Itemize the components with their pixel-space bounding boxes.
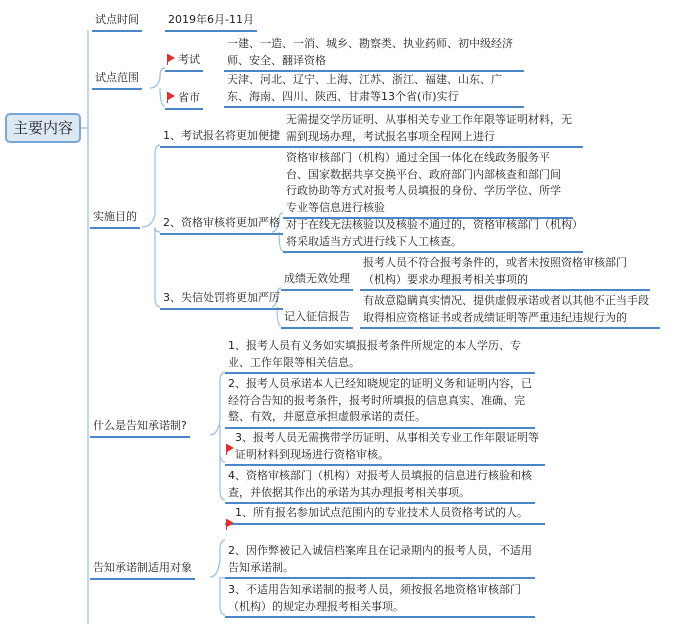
node-province[interactable]: [165, 88, 203, 110]
node-what-item-3-text: 3、报考人员无需携带学历证明、从事相关专业工作年限证明等证明材料到现场进行资格审核。: [235, 431, 539, 461]
node-what-item-4[interactable]: 4、资格审核部门（机构）对报考人员填报的信息进行核验和核查，并依据其作出的承诺为其办理报考相关事项。: [225, 466, 535, 504]
flag-icon: [227, 444, 234, 452]
node-purpose[interactable]: 实施目的: [90, 207, 140, 229]
node-applicable[interactable]: 告知承诺制适用对象: [90, 558, 195, 580]
root-node[interactable]: 主要内容: [5, 113, 81, 143]
node-credit-report-detail[interactable]: 有故意隐瞒真实情况、提供虚假承诺或者以其他不正当手段取得相应资格证书或者成绩证明等严重违纪违规行为的: [360, 291, 660, 329]
node-exam[interactable]: [165, 50, 203, 72]
node-what-is[interactable]: 什么是告知承诺制?: [90, 416, 190, 438]
node-trial-scope[interactable]: 试点范围: [92, 68, 142, 90]
node-purpose-1-detail[interactable]: 无需提交学历证明、从事相关专业工作年限等证明材料，无需到现场办理，考试报名事项全程网上进行: [283, 110, 583, 148]
node-applicable-3[interactable]: 3、不适用告知承诺制的报考人员，须按报名地资格审核部门（机构）的规定办理报考相关事项。: [225, 580, 535, 618]
node-purpose-2[interactable]: 2、资格审核将更加严格: [160, 213, 283, 235]
node-purpose-3[interactable]: 3、失信处罚将更加严厉: [160, 288, 283, 310]
node-province-label: 省市: [178, 91, 200, 104]
node-credit-report[interactable]: 记入征信报告: [281, 307, 353, 329]
flag-icon: [168, 92, 175, 100]
node-exam-list[interactable]: 一建、一造、一消、城乡、勘察类、执业药师、初中级经济师、安全、翻译资格: [224, 34, 524, 72]
node-purpose-2-detail-a[interactable]: 资格审核部门（机构）通过全国一体化在线政务服务平台、国家数据共享交换平台、政府部门内部核查和部门间行政协助等方式对报考人员填报的身份、学历学位、所学专业等信息进行核验: [283, 148, 573, 219]
node-applicable-1[interactable]: [225, 503, 545, 525]
node-what-item-2[interactable]: 2、报考人员承诺本人已经知晓规定的证明义务和证明内容，已经符合告知的报考条件，报考时所填报的信息真实、准确、完整、有效，并愿意承担虚假承诺的责任。: [225, 374, 535, 429]
node-purpose-1[interactable]: 1、考试报名将更加便捷: [160, 126, 283, 148]
flag-icon: [227, 519, 234, 527]
node-trial-time[interactable]: 试点时间: [92, 10, 142, 32]
node-trial-time-value[interactable]: 2019年6月-11月: [165, 10, 257, 32]
node-applicable-2[interactable]: 2、因作弊被记入诚信档案库且在记录期内的报考人员，不适用告知承诺制。: [225, 541, 535, 579]
node-applicable-1-text: 1、所有报名参加试点范围内的专业技术人员资格考试的人。: [235, 506, 528, 519]
node-invalid-score[interactable]: 成绩无效处理: [281, 269, 353, 291]
node-exam-label: 考试: [178, 53, 200, 66]
flag-icon: [168, 54, 175, 62]
node-province-list[interactable]: 天津、河北、辽宁、上海、江苏、浙江、福建、山东、广东、海南、四川、陕西、甘肃等13个省(市)实行: [224, 70, 524, 108]
node-what-item-3[interactable]: [225, 428, 545, 466]
node-invalid-score-detail[interactable]: 报考人员不符合报考条件的，或者未按照资格审核部门（机构）要求办理报考相关事项的: [360, 253, 650, 291]
node-what-item-1[interactable]: 1、报考人员有义务如实填报报考条件所规定的本人学历、专业、工作年限等相关信息。: [225, 336, 535, 374]
node-purpose-2-detail-b[interactable]: 对于在线无法核验以及核验不通过的，资格审核部门（机构）将采取适当方式进行线下人工核查。: [283, 215, 583, 253]
